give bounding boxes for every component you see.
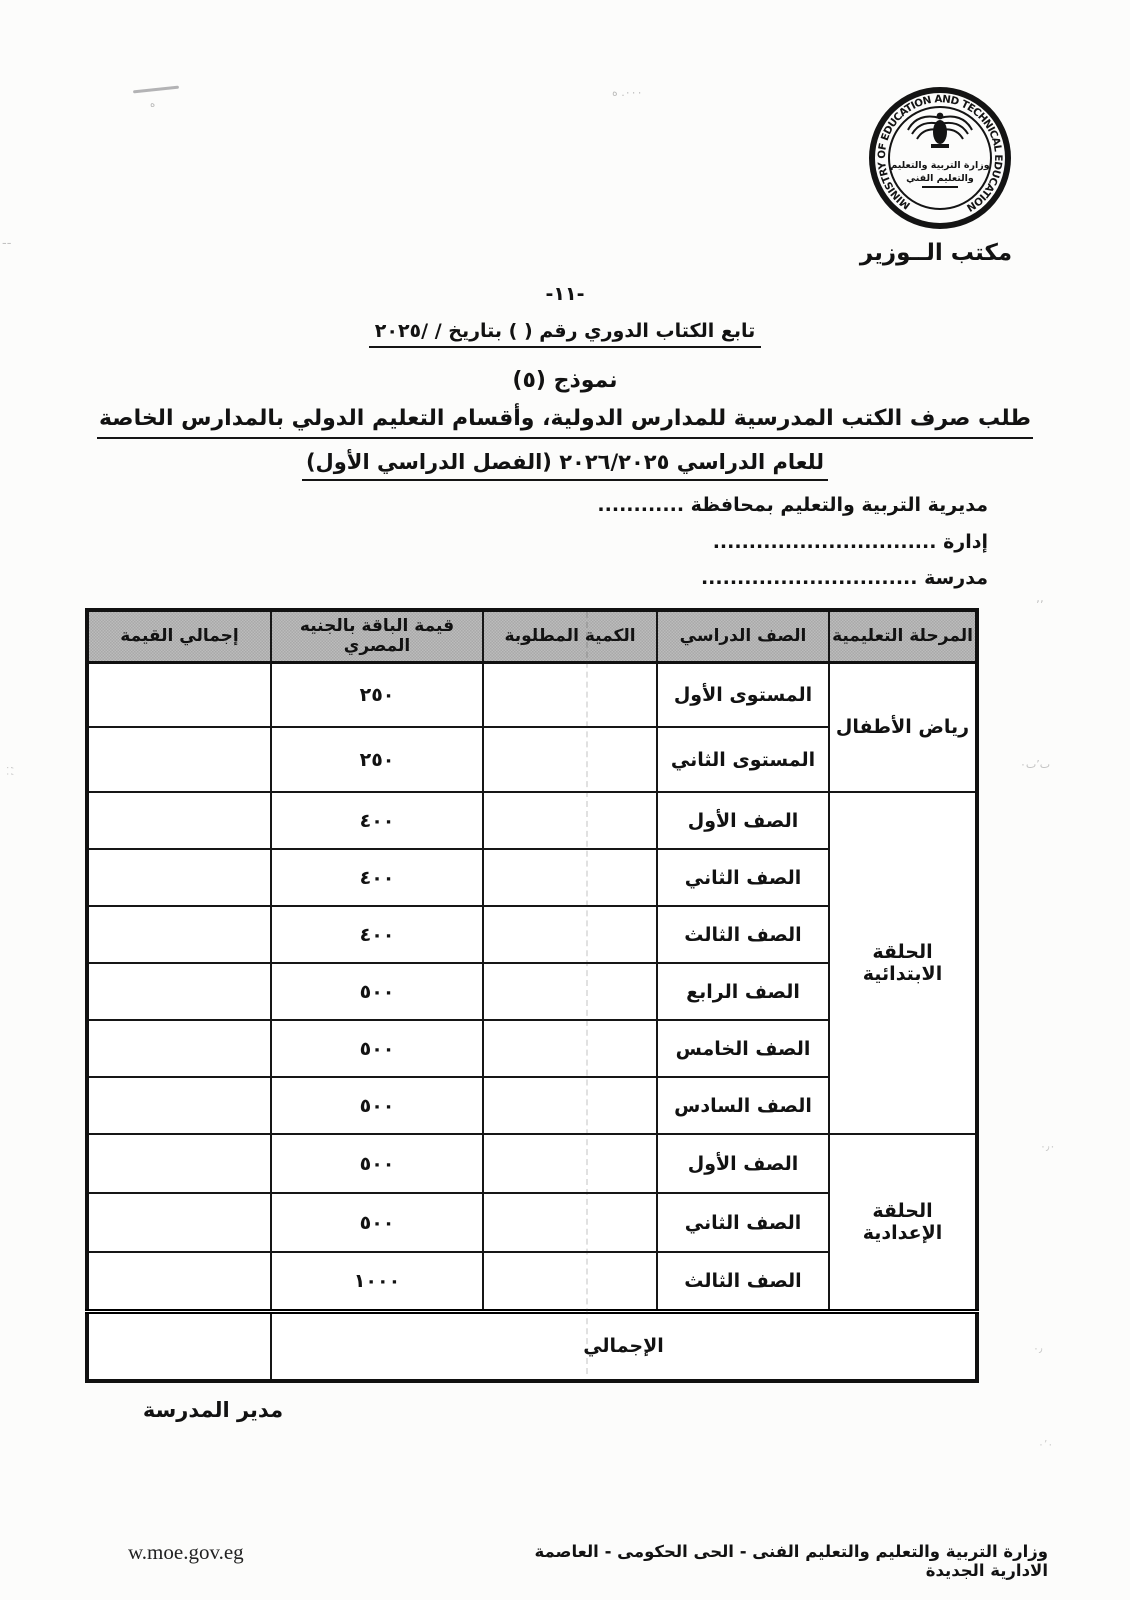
stage-cell: الحلقة الابتدائية bbox=[829, 792, 977, 1134]
ministry-seal-icon bbox=[866, 84, 1014, 234]
grade-cell: المستوى الثاني bbox=[657, 727, 829, 792]
total-value-cell bbox=[87, 1193, 271, 1252]
stage-cell: الحلقة الإعدادية bbox=[829, 1134, 977, 1311]
table-header-row bbox=[87, 610, 977, 662]
grade-cell: الصف الأول bbox=[657, 1134, 829, 1193]
column-header-total-value: إجمالي القيمة bbox=[87, 610, 271, 662]
column-header-stage: المرحلة التعليمية bbox=[829, 610, 977, 662]
grade-cell: الصف الثاني bbox=[657, 849, 829, 906]
svg-text:MINISTRY OF EDUCATION AND TECH: MINISTRY OF EDUCATION AND TECHNICAL EDUCATION bbox=[875, 93, 1005, 214]
column-header-package-value: قيمة الباقة بالجنيه المصري bbox=[271, 610, 483, 662]
quantity-cell bbox=[483, 727, 657, 792]
total-label-cell: الإجمالي bbox=[271, 1311, 977, 1381]
column-header-grade: الصف الدراسي bbox=[657, 610, 829, 662]
footer-website: w.moe.gov.eg bbox=[128, 1540, 244, 1564]
quantity-cell bbox=[483, 1252, 657, 1311]
table-row bbox=[87, 1134, 977, 1193]
quantity-cell bbox=[483, 1193, 657, 1252]
grade-cell: الصف الثالث bbox=[657, 906, 829, 963]
principal-signature-label: مدير المدرسة bbox=[142, 1398, 284, 1422]
administration-fill-line: إدارة ............................... bbox=[712, 531, 988, 553]
document-title: طلب صرف الكتب المدرسية للمدارس الدولية، وأقسام التعليم الدولي بالمدارس الخاصة bbox=[0, 406, 1130, 431]
document-subtitle: للعام الدراسي ٢٠٢٦/٢٠٢٥ (الفصل الدراسي الأول) bbox=[0, 450, 1130, 474]
scan-mark: ٠٠٠. ه bbox=[612, 86, 643, 99]
package-value-cell: ٥٠٠ bbox=[271, 1134, 483, 1193]
total-value-cell bbox=[87, 662, 271, 727]
scan-crease-mark bbox=[586, 612, 588, 1374]
quantity-cell bbox=[483, 1134, 657, 1193]
scan-mark: ٮ٬ٮ٠ bbox=[1020, 758, 1051, 771]
grade-cell: المستوى الأول bbox=[657, 662, 829, 727]
package-value-cell: ١٠٠٠ bbox=[271, 1252, 483, 1311]
scan-mark: -- bbox=[2, 236, 12, 251]
grade-cell: الصف الثاني bbox=[657, 1193, 829, 1252]
total-value-cell bbox=[87, 849, 271, 906]
quantity-cell bbox=[483, 1077, 657, 1134]
quantity-cell bbox=[483, 906, 657, 963]
total-value-cell bbox=[87, 1134, 271, 1193]
scan-mark: ه bbox=[150, 99, 156, 110]
grade-cell: الصف الخامس bbox=[657, 1020, 829, 1077]
package-value-cell: ٤٠٠ bbox=[271, 849, 483, 906]
total-value-cell bbox=[87, 963, 271, 1020]
scan-mark: ٠٬٠ bbox=[1038, 1438, 1054, 1451]
package-value-cell: ٢٥٠ bbox=[271, 727, 483, 792]
quantity-cell bbox=[483, 963, 657, 1020]
svg-text:وزارة التربية والتعليم: وزارة التربية والتعليم bbox=[890, 160, 990, 171]
scan-mark: ٠٫٠ bbox=[1040, 1140, 1056, 1153]
scan-mark: ٬٬ bbox=[1036, 598, 1044, 612]
package-value-cell: ٢٥٠ bbox=[271, 662, 483, 727]
book-request-table bbox=[85, 608, 979, 1383]
circular-reference-line: تابع الكتاب الدوري رقم ( ) بتاريخ / /٢٠٢٥ bbox=[0, 320, 1130, 342]
page-number: -١١- bbox=[545, 283, 585, 305]
column-header-quantity: الكمية المطلوبة bbox=[483, 610, 657, 662]
minister-office-label: مكتب الــوزير bbox=[859, 240, 1013, 266]
quantity-cell bbox=[483, 849, 657, 906]
school-fill-line: مدرسة .............................. bbox=[700, 567, 988, 589]
quantity-cell bbox=[483, 1020, 657, 1077]
grand-total-value-cell bbox=[87, 1311, 271, 1381]
table-row bbox=[87, 792, 977, 849]
grade-cell: الصف السادس bbox=[657, 1077, 829, 1134]
total-row bbox=[87, 1311, 977, 1381]
quantity-cell bbox=[483, 662, 657, 727]
total-value-cell bbox=[87, 1020, 271, 1077]
quantity-cell bbox=[483, 792, 657, 849]
total-value-cell bbox=[87, 727, 271, 792]
total-value-cell bbox=[87, 906, 271, 963]
footer-ministry-address: وزارة التربية والتعليم والتعليم الفنى - الحى الحكومى - العاصمة الادارية الجديدة bbox=[534, 1542, 1048, 1580]
total-value-cell bbox=[87, 1077, 271, 1134]
package-value-cell: ٤٠٠ bbox=[271, 906, 483, 963]
stage-cell: رياض الأطفال bbox=[829, 662, 977, 792]
grade-cell: الصف الأول bbox=[657, 792, 829, 849]
table-row bbox=[87, 662, 977, 727]
directorate-fill-line: مديرية التربية والتعليم بمحافظة ............ bbox=[597, 494, 988, 516]
package-value-cell: ٥٠٠ bbox=[271, 1077, 483, 1134]
total-value-cell bbox=[87, 792, 271, 849]
scan-mark: ٠٫ bbox=[1033, 1342, 1043, 1355]
total-value-cell bbox=[87, 1252, 271, 1311]
package-value-cell: ٥٠٠ bbox=[271, 1020, 483, 1077]
svg-text:والتعليم الفني: والتعليم الفني bbox=[906, 173, 974, 184]
grade-cell: الصف الرابع bbox=[657, 963, 829, 1020]
package-value-cell: ٥٠٠ bbox=[271, 963, 483, 1020]
scan-mark bbox=[133, 86, 179, 94]
package-value-cell: ٤٠٠ bbox=[271, 792, 483, 849]
scan-mark: ؛ ؛ bbox=[4, 766, 15, 776]
form-number-label: نموذج (٥) bbox=[512, 368, 618, 393]
grade-cell: الصف الثالث bbox=[657, 1252, 829, 1311]
package-value-cell: ٥٠٠ bbox=[271, 1193, 483, 1252]
